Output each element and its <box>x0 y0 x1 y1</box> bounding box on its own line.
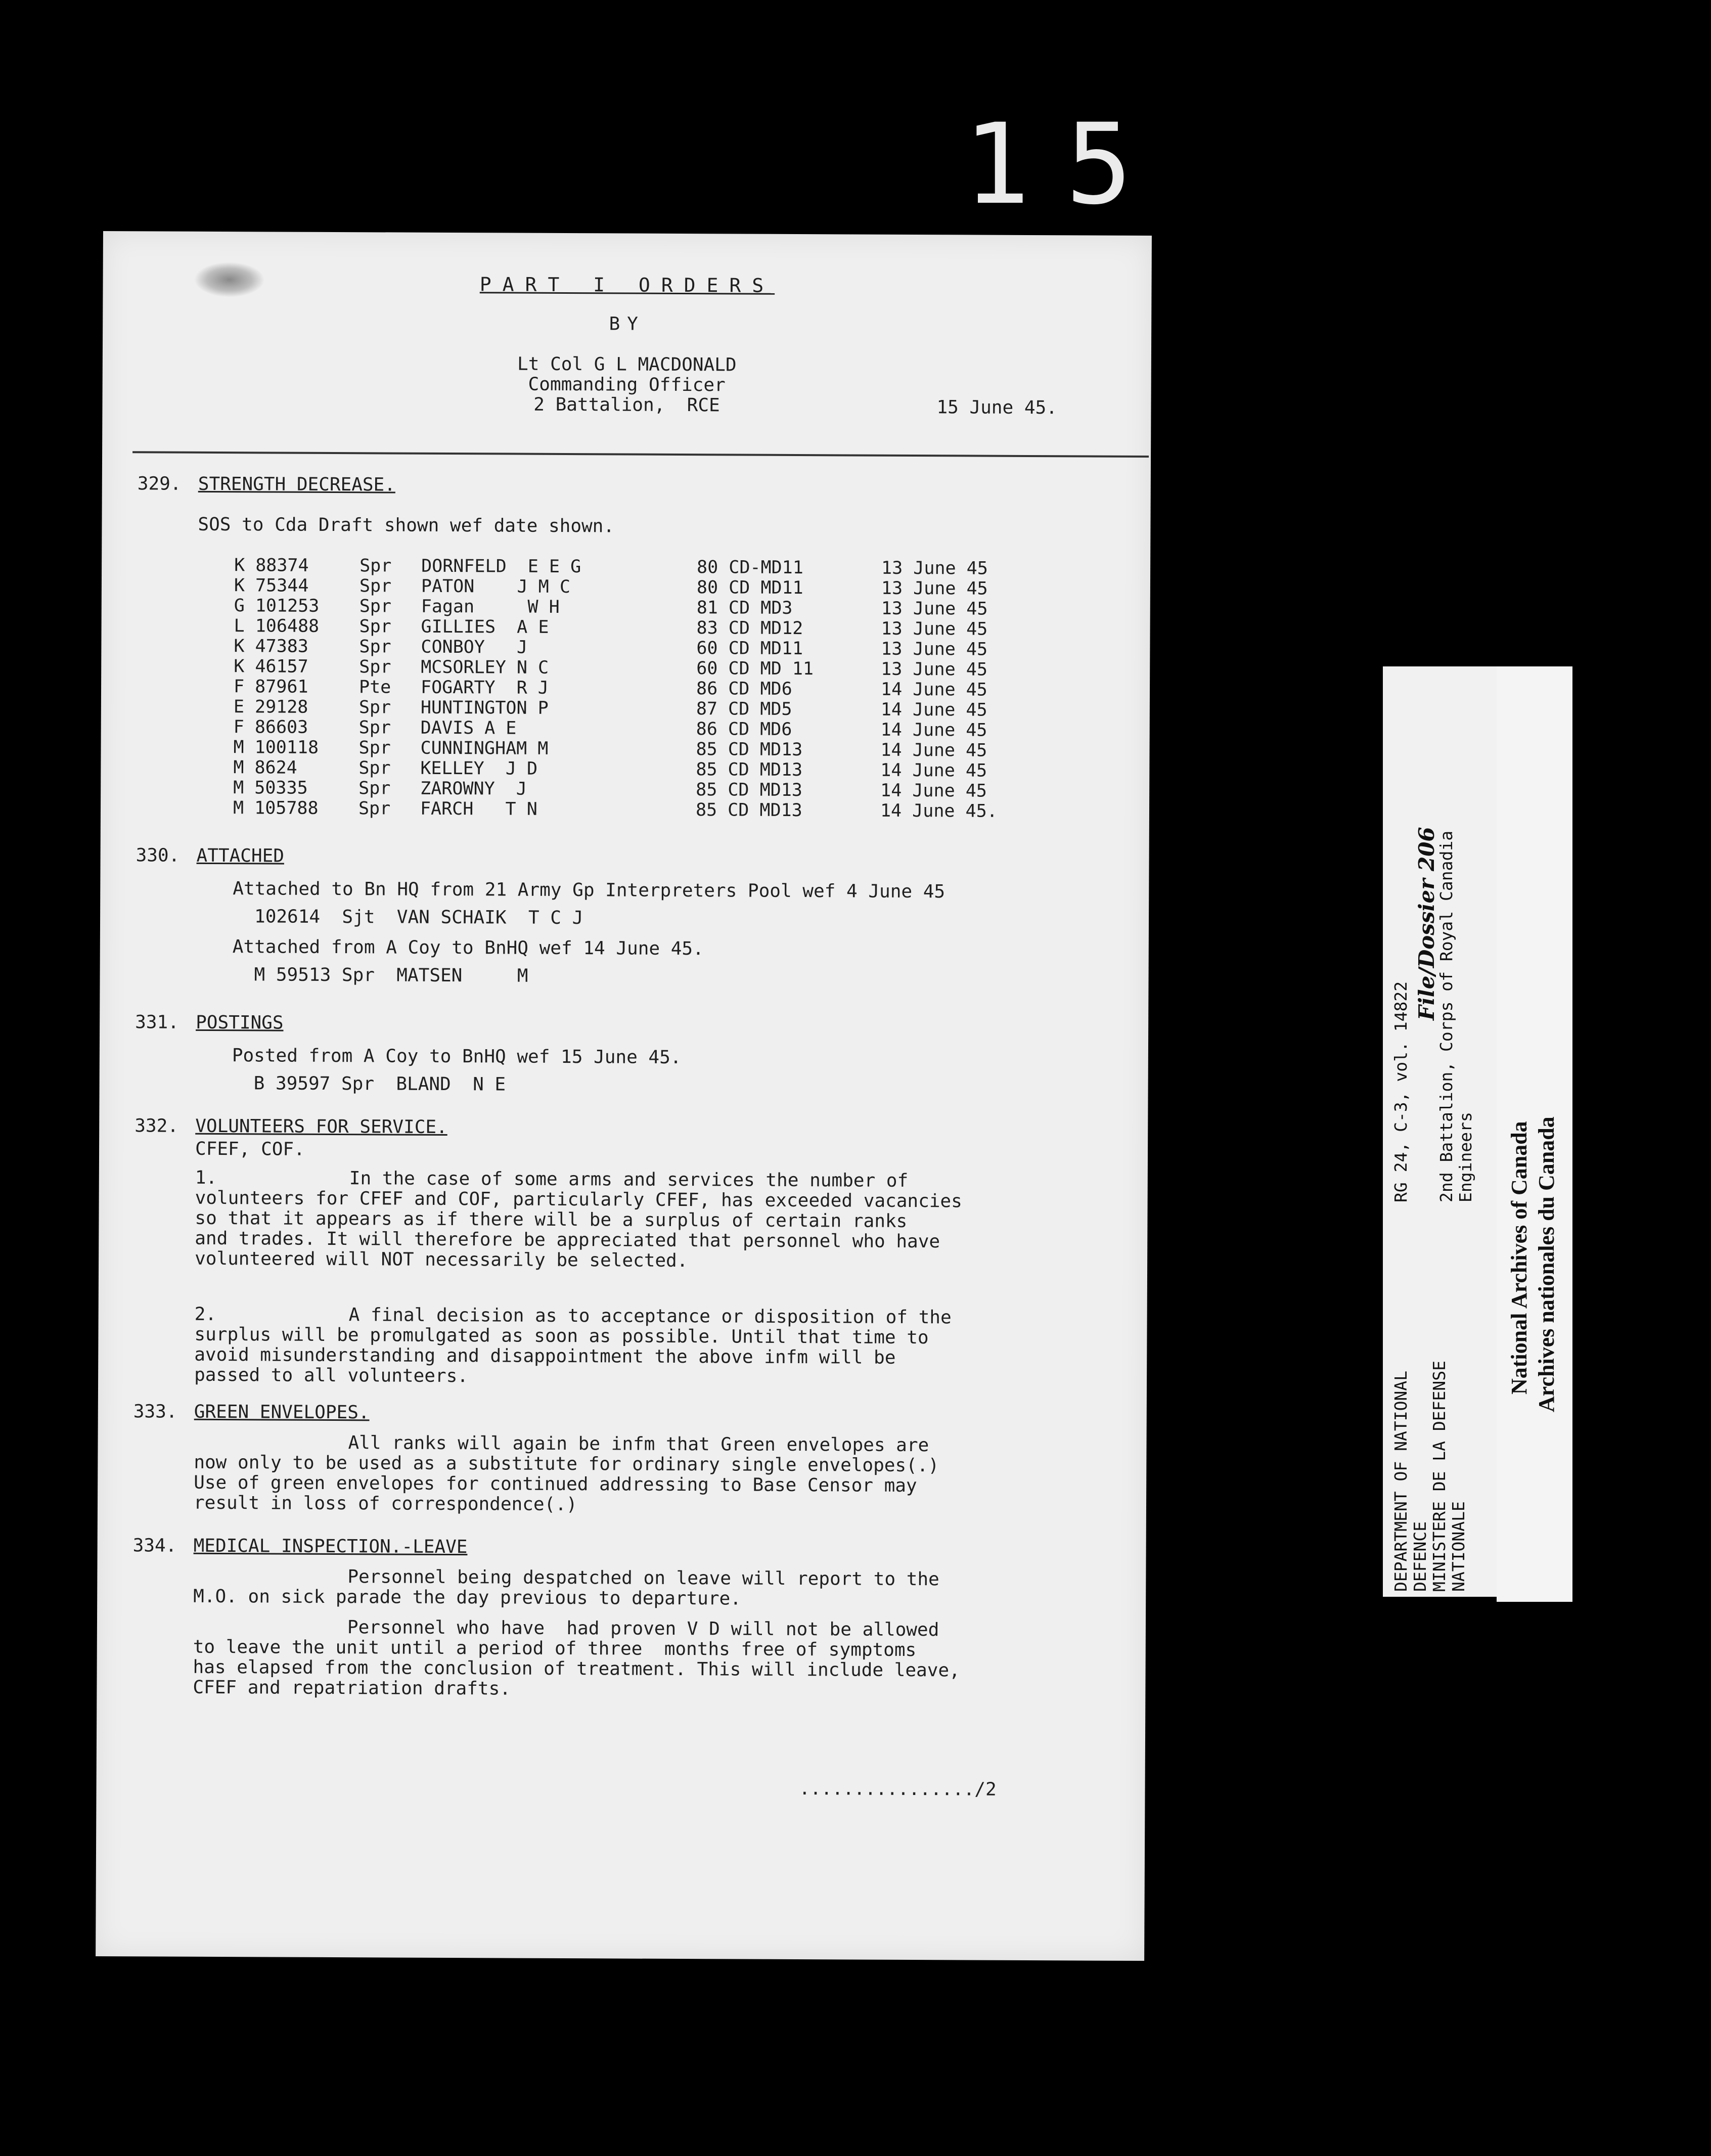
by-line: BY <box>609 313 645 335</box>
service-number-cell: L 106488 <box>234 616 320 637</box>
soldier-name-cell: FOGARTY R J <box>420 677 549 698</box>
volunteers-para-1-number: 1. <box>195 1167 217 1189</box>
rank-cell: Spr <box>358 697 391 718</box>
draft-unit-cell: 60 CD MD11 <box>696 638 803 659</box>
effective-date-cell: 14 June 45 <box>880 780 987 801</box>
effective-date-cell: 14 June 45. <box>880 800 998 822</box>
paragraph-line: volunteered will NOT necessarily be selected. <box>195 1248 688 1272</box>
service-number-cell: K 47383 <box>234 636 309 657</box>
soldier-name-cell: DORNFELD E E G <box>421 556 581 577</box>
paragraph-line: Use of green envelopes for continued addressing to Base Censor may <box>194 1472 917 1497</box>
paragraph-line: so that it appears as if there will be a surplus of certain ranks <box>195 1207 908 1232</box>
soldier-name-cell: HUNTINGTON P <box>420 697 549 718</box>
microfilm-frame-number: 15 <box>963 100 1168 229</box>
paragraph-line: In the case of some arms and services the number of <box>349 1168 909 1191</box>
attached-line-4: M 59513 Spr MATSEN M <box>254 964 528 986</box>
soldier-name-cell: CUNNINGHAM M <box>420 738 549 759</box>
service-number-cell: M 50335 <box>233 778 308 798</box>
rank-cell: Spr <box>359 616 391 637</box>
paragraph-line: M.O. on sick parade the day previous to departure. <box>193 1586 742 1609</box>
attached-line-3: Attached from A Coy to BnHQ wef 14 June 45. <box>232 936 704 960</box>
rank-cell: Spr <box>358 778 391 799</box>
nac-french: Archives nationales du Canada <box>1534 1116 1559 1412</box>
soldier-name-cell: CONBOY J <box>421 637 528 658</box>
ref-line-4: Engineers <box>1456 1112 1475 1202</box>
national-archives-strip <box>1497 666 1572 1602</box>
section-heading-green-envelopes: GREEN ENVELOPES. <box>194 1401 370 1423</box>
paragraph-line: All ranks will again be infm that Green envelopes are <box>348 1432 929 1456</box>
section-number-331: 331. <box>135 1012 179 1033</box>
draft-unit-cell: 86 CD MD6 <box>696 679 792 699</box>
draft-unit-cell: 86 CD MD6 <box>696 719 792 740</box>
paragraph-line: avoid misunderstanding and disappointment the above infm will be <box>194 1344 896 1368</box>
effective-date-cell: 14 June 45 <box>880 720 987 741</box>
section-heading-postings: POSTINGS <box>196 1012 284 1034</box>
paragraph-line: surplus will be promulgated as soon as possible. Until that time to <box>194 1324 929 1349</box>
draft-unit-cell: 85 CD MD13 <box>696 739 803 760</box>
effective-date-cell: 13 June 45 <box>881 598 988 619</box>
volunteers-para-2-number: 2. <box>194 1304 217 1325</box>
effective-date-cell: 14 June 45 <box>880 699 987 721</box>
dept-line-1: DEPARTMENT OF NATIONAL <box>1391 1370 1411 1592</box>
draft-unit-cell: 81 CD MD3 <box>696 598 793 618</box>
volunteers-subheading: CFEF, COF. <box>195 1138 305 1160</box>
service-number-cell: F 86603 <box>233 717 308 738</box>
archive-reference-strip <box>1383 666 1499 1597</box>
soldier-name-cell: MCSORLEY N C <box>421 657 549 678</box>
ref-line-2: File/Dossier 206 <box>1414 827 1439 1020</box>
order-date: 15 June 45. <box>936 397 1058 419</box>
effective-date-cell: 13 June 45 <box>881 659 988 680</box>
draft-unit-cell: 85 CD MD13 <box>696 759 803 781</box>
service-number-cell: E 29128 <box>233 697 308 717</box>
rank-cell: Spr <box>359 596 392 617</box>
service-number-cell: F 87961 <box>233 677 308 697</box>
soldier-name-cell: FARCH T N <box>420 798 537 820</box>
draft-unit-cell: 80 CD-MD11 <box>697 557 803 578</box>
postings-line-2: B 39597 Spr BLAND N E <box>253 1073 506 1095</box>
dept-line-2: DEFENCE <box>1410 1521 1430 1592</box>
service-number-cell: M 100118 <box>233 737 319 758</box>
paragraph-line: Personnel being despatched on leave will report to the <box>347 1566 939 1590</box>
service-number-cell: K 46157 <box>234 656 308 677</box>
soldier-name-cell: Fagan W H <box>421 596 560 617</box>
service-number-cell: M 8624 <box>233 757 297 778</box>
rank-cell: Spr <box>359 637 391 657</box>
officer-role: Commanding Officer <box>528 374 726 396</box>
rank-cell: Pte <box>358 677 391 698</box>
effective-date-cell: 13 June 45 <box>881 618 988 640</box>
paragraph-line: passed to all volunteers. <box>194 1364 469 1387</box>
rank-cell: Spr <box>358 717 391 738</box>
section-number-332: 332. <box>134 1115 179 1137</box>
paragraph-line: volunteers for CFEF and COF, particularly CFEF, has exceeded vacancies <box>195 1187 962 1212</box>
rank-cell: Spr <box>358 798 391 819</box>
table-row <box>233 798 1123 822</box>
rank-cell: Spr <box>359 576 392 597</box>
soldier-name-cell: KELLEY J D <box>420 758 538 779</box>
draft-unit-cell: 87 CD MD5 <box>696 699 792 720</box>
draft-unit-cell: 85 CD MD13 <box>696 780 802 801</box>
strength-intro: SOS to Cda Draft shown wef date shown. <box>198 514 615 537</box>
ref-line-3: 2nd Battalion, Corps of Royal Canadia <box>1436 830 1456 1202</box>
effective-date-cell: 13 June 45 <box>881 639 988 660</box>
paragraph-line: and trades. It will therefore be appreciated that personnel who have <box>195 1228 940 1252</box>
section-heading-volunteers: VOLUNTEERS FOR SERVICE. <box>195 1115 447 1138</box>
paragraph-line: CFEF and repatriation drafts. <box>193 1677 511 1699</box>
section-heading-medical-inspection: MEDICAL INSPECTION.-LEAVE <box>193 1535 468 1558</box>
section-number-330: 330. <box>136 845 180 866</box>
soldier-name-cell: DAVIS A E <box>420 717 517 739</box>
dept-line-3: MINISTERE DE LA DEFENSE <box>1429 1361 1449 1592</box>
draft-unit-cell: 83 CD MD12 <box>696 618 803 639</box>
nac-english: National Archives of Canada <box>1507 1121 1532 1395</box>
postings-line-1: Posted from A Coy to BnHQ wef 15 June 45. <box>232 1045 682 1068</box>
paragraph-line: result in loss of correspondence(.) <box>193 1492 577 1515</box>
section-heading-attached: ATTACHED <box>196 845 285 867</box>
draft-unit-cell: 85 CD MD13 <box>695 800 802 821</box>
rank-cell: Spr <box>359 657 391 678</box>
section-heading-strength-decrease: STRENGTH DECREASE. <box>198 473 396 496</box>
rank-cell: Spr <box>359 556 392 576</box>
effective-date-cell: 13 June 45 <box>881 578 988 599</box>
rank-cell: Spr <box>358 738 391 758</box>
soldier-name-cell: PATON J M C <box>421 576 571 598</box>
service-number-cell: K 75344 <box>234 575 309 596</box>
officer-name: Lt Col G L MACDONALD <box>517 353 737 376</box>
ref-line-1: RG 24, C-3, vol. 14822 <box>1391 981 1411 1202</box>
paragraph-line: Personnel who have had proven V D will not be allowed <box>347 1617 939 1641</box>
header-divider <box>132 451 1149 458</box>
document-page <box>96 231 1152 1961</box>
section-number-329: 329. <box>137 473 182 495</box>
section-number-334: 334. <box>132 1535 177 1556</box>
orders-document <box>96 231 1152 1961</box>
soldier-name-cell: GILLIES A E <box>421 616 549 638</box>
service-number-cell: M 105788 <box>233 798 319 819</box>
effective-date-cell: 14 June 45 <box>880 760 987 781</box>
paragraph-line: now only to be used as a substitute for ordinary single envelopes(.) <box>194 1452 939 1476</box>
attached-line-2: 102614 Sjt VAN SCHAIK T C J <box>254 906 583 929</box>
attached-line-1: Attached to Bn HQ from 21 Army Gp Interpreters Pool wef 4 June 45 <box>233 878 945 903</box>
paragraph-line: A final decision as to acceptance or disposition of the <box>348 1305 952 1328</box>
unit-name: 2 Battalion, RCE <box>533 394 720 416</box>
draft-unit-cell: 60 CD MD 11 <box>696 658 814 680</box>
service-number-cell: K 88374 <box>234 555 309 576</box>
document-title: PART I ORDERS <box>479 273 775 297</box>
soldier-name-cell: ZAROWNY J <box>420 778 527 799</box>
paragraph-line: has elapsed from the conclusion of treatment. This will include leave, <box>193 1656 960 1681</box>
effective-date-cell: 13 June 45 <box>881 558 988 579</box>
section-number-333: 333. <box>133 1401 177 1422</box>
draft-unit-cell: 80 CD MD11 <box>696 577 803 599</box>
rank-cell: Spr <box>358 758 391 779</box>
continued-marker: ................/2 <box>799 1778 997 1800</box>
dept-line-4: NATIONALE <box>1449 1501 1468 1592</box>
effective-date-cell: 14 June 45 <box>880 679 987 700</box>
service-number-cell: G 101253 <box>234 596 320 616</box>
effective-date-cell: 14 June 45 <box>880 740 987 761</box>
paragraph-line: to leave the unit until a period of three months free of symptoms <box>193 1636 917 1661</box>
